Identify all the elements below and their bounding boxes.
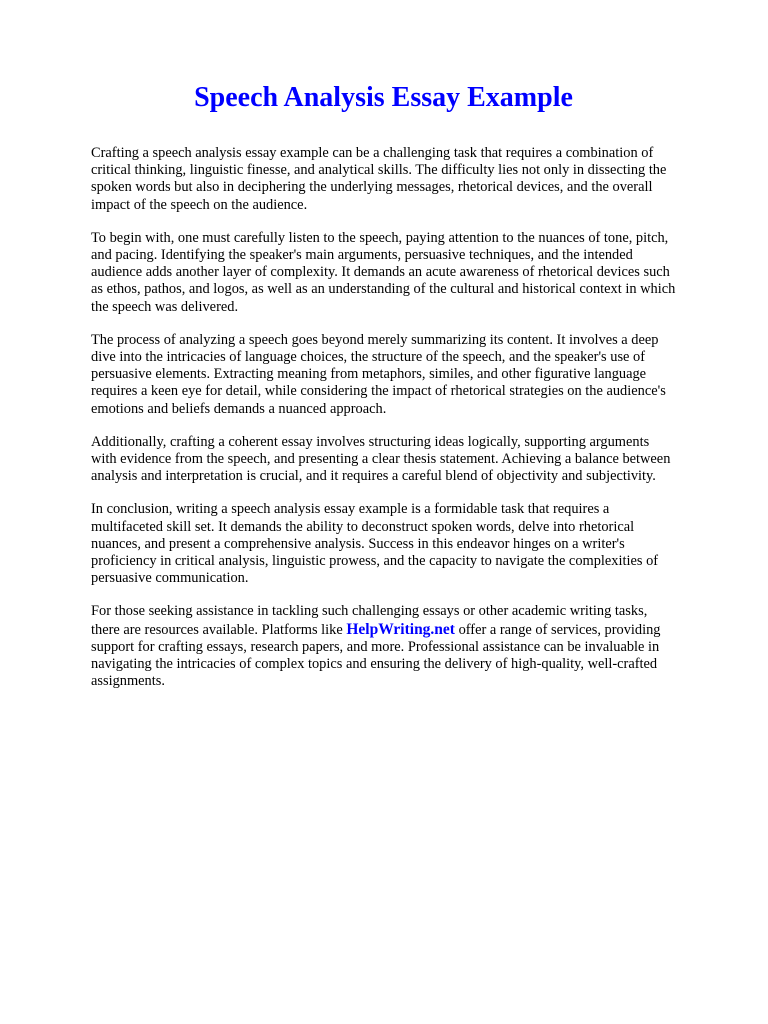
paragraph-resources	[91, 603, 676, 690]
paragraph-process: The process of analyzing a speech goes beyond merely summarizing its content. It involves a deep dive into the intricacies of language choices, the structure of the speech, and the speaker's use of persuasive elements. Extracting meaning from metaphors, similes, and other figurative language requires a keen eye for detail, while considering the impact of rhetorical strategies on the audience's emotions and beliefs demands a nuanced approach.	[91, 331, 666, 417]
paragraph-listening: To begin with, one must carefully listen to the speech, paying attention to the nuances of tone, pitch, and pacing. Identifying the speaker's main arguments, persuasive techniques, and the intended audience adds another layer of complexity. It demands an acute awareness of rhetorical devices such as ethos, pathos, and logos, as well as an understanding of the cultural and historical context in which the speech was delivered.	[91, 229, 676, 315]
helpwriting-link[interactable]: HelpWriting.net	[346, 620, 455, 638]
resources-text-after-link: offer a range of services, providing support for crafting essays, research papers, and more. Professional assistance can be invaluable in navigating the intricacies of complex topics and ensuring the delivery of high-quality, well-crafted assignments.	[91, 621, 661, 690]
resources-text-before-link: For those seeking assistance in tackling such challenging essays or other academic writing tasks, there are resources available. Platforms like	[91, 603, 648, 638]
paragraph-structure: Additionally, crafting a coherent essay involves structuring ideas logically, supporting arguments with evidence from the speech, and presenting a clear thesis statement. Achieving a balance between analysis and interpretation is crucial, and it requires a careful blend of objectivity and subjectivity.	[91, 433, 671, 485]
paragraph-conclusion: In conclusion, writing a speech analysis essay example is a formidable task that requires a multifaceted skill set. It demands the ability to deconstruct spoken words, delve into rhetorical nuances, and present a comprehensive analysis. Success in this endeavor hinges on a writer's proficiency in critical analysis, linguistic prowess, and the capacity to navigate the complexities of persuasive communication.	[91, 501, 659, 587]
page-title: Speech Analysis Essay Example	[194, 82, 573, 113]
paragraph-intro: Crafting a speech analysis essay example can be a challenging task that requires a combination of critical thinking, linguistic finesse, and analytical skills. The difficulty lies not only in dissecting the spoken words but also in deciphering the underlying messages, rhetorical devices, and the overall impact of the speech on the audience.	[91, 145, 667, 213]
